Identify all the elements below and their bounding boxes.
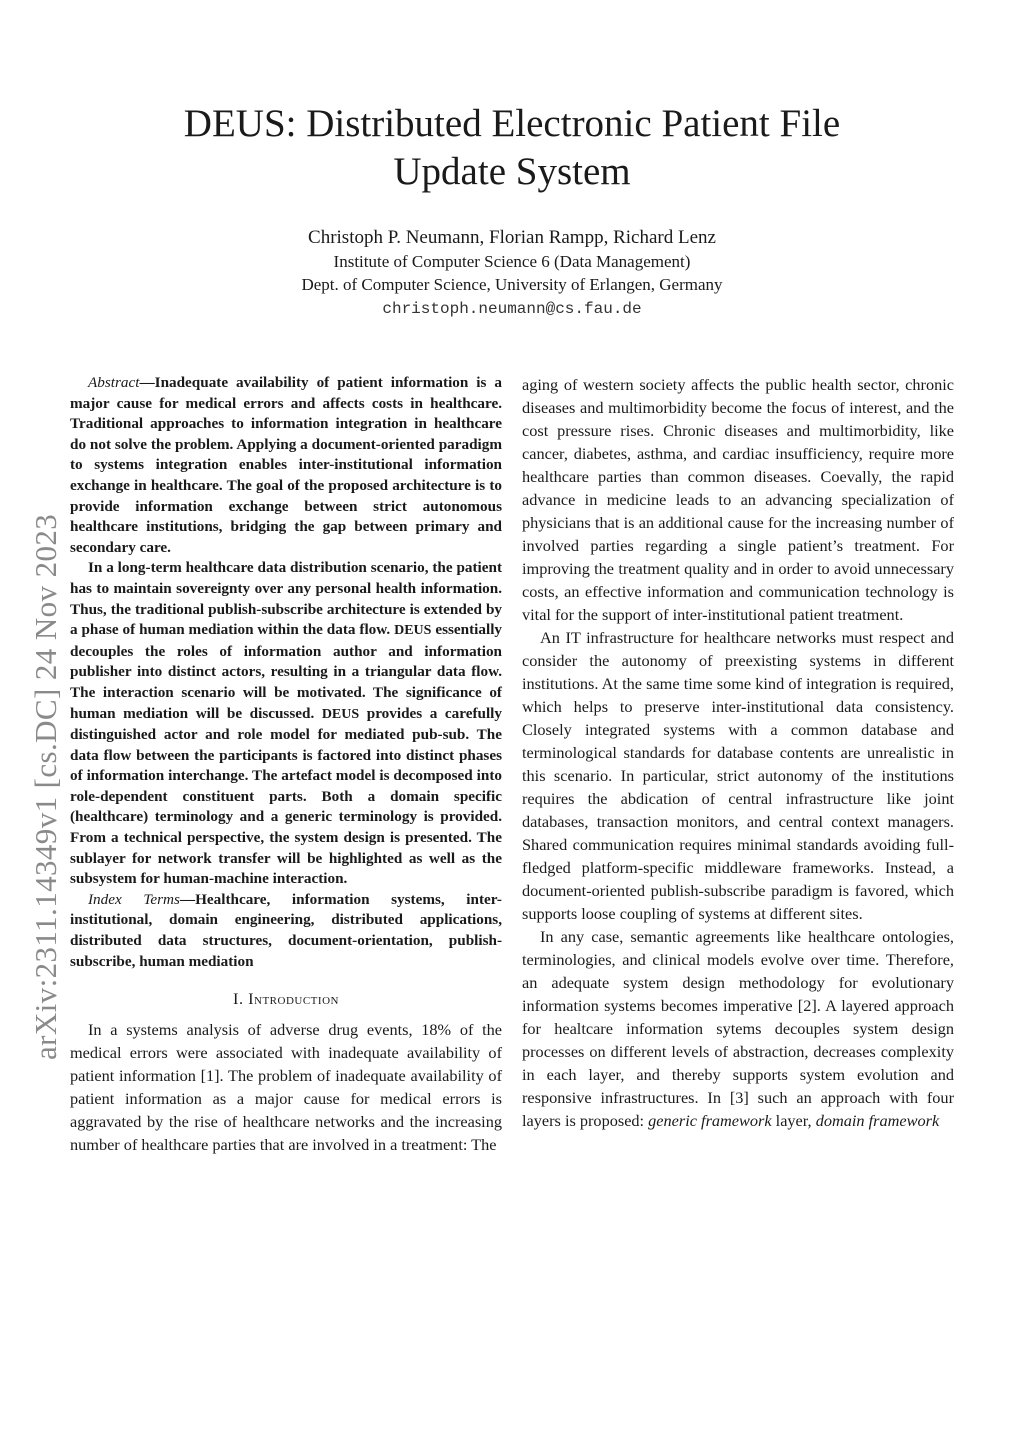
right-paragraph-3-text-a: In any case, semantic agreements like healthcare ontologies, terminologies, and clinical models evolve over time. Therefore, an adequate system design methodology for evolutionary information systems becomes imperative [2]. A layered approach for healtcare information sytems decouples system design processes on different levels of abstraction, decreases complexity in each layer, and thereby supports system evolution and responsive infrastructures. In [3] such an approach with four layers is proposed: xyxy=(522,927,954,1130)
right-column xyxy=(522,373,954,1132)
abstract xyxy=(70,373,502,972)
emphasis-domain-framework: domain framework xyxy=(815,1111,940,1130)
left-column xyxy=(70,373,502,1156)
right-paragraph-2: An IT infrastructure for healthcare networks must respect and consider the autonomy of preexisting systems in different institutions. At the same time some kind of integration is required, which helps to preserve inter-institutional data consistency. Closely integrated systems with a common database and terminological standards for database contents are unrealistic in this scenario. In particular, strict autonomy of the institutions requires the abdication of central infrastructure like joint databases, transaction monitors, and central context managers. Shared communication requires minimal standards avoiding full-fledged platform-specific middleware frameworks. Instead, a document-oriented publish-subscribe paradigm is favored, which supports loose coupling of systems at different sites. xyxy=(522,628,954,923)
right-paragraph-3 xyxy=(522,925,954,1132)
abstract-text-2b: essentially decouples the roles of information author and information publisher into distinct actors, resulting in a triangular data flow. The interaction scenario will be motivated. The significance of human mediation will be discussed. xyxy=(70,621,503,722)
affiliation-department: Dept. of Computer Science, University of Erlangen, Germany xyxy=(301,275,723,294)
abstract-paragraph-1 xyxy=(70,373,502,558)
arxiv-identifier-stamp: arXiv:2311.14349v1 [cs.DC] 24 Nov 2023 xyxy=(28,513,63,1060)
index-terms-text: —Healthcare, information systems, inter-institutional, domain engineering, distributed applications, distributed data structures, document-orientation, publish-subscribe, human mediation xyxy=(70,890,502,970)
deus-acronym-2: DEUS xyxy=(321,706,360,722)
abstract-label: Abstract xyxy=(88,374,140,391)
abstract-paragraph-2 xyxy=(70,558,502,890)
introduction-paragraph-1: In a systems analysis of adverse drug events, 18% of the medical errors were associated with inadequate availability of patient information [1]. The problem of inadequate availability of patient information as a major cause for medical errors is aggravated by the rise of healthcare networks and the increasing number of healthcare parties that are involved in a treatment: The xyxy=(70,1020,502,1155)
title-line-1: DEUS: Distributed Electronic Patient File xyxy=(183,102,841,145)
emphasis-generic-framework: generic framework xyxy=(648,1111,772,1130)
index-terms xyxy=(70,890,502,972)
deus-acronym-1: DEUS xyxy=(394,623,432,639)
right-paragraph-3-text-b: layer, xyxy=(771,1111,816,1130)
right-paragraph-1: aging of western society affects the public health sector, chronic diseases and multimorbidity become the focus of interest, and the cost pressure rises. Chronic diseases and multimorbidity, like cancer, diabetes, asthma, and cardiac insufficiency, require more healthcare parties than common diseases. Coevally, the rapid advance in medicine leads to an advancing specialization of physicians that is an additional cause for the increasing number of involved parties regarding a single patient’s treatment. For improving the treatment quality and in order to avoid unnecessary costs, an effective information and communication technology is vital for the support of inter-institutional patient treatment. xyxy=(522,375,954,624)
affiliation-institute: Institute of Computer Science 6 (Data Management) xyxy=(333,252,691,271)
title-line-2: Update System xyxy=(393,150,631,193)
section-heading-introduction: I. Introduction xyxy=(233,989,339,1009)
abstract-text-2a: In a long-term healthcare data distribution scenario, the patient has to maintain sovereignty over any personal health information. Thus, the traditional publish-subscribe architecture is extended by a phase of human mediation within the data flow. xyxy=(70,559,502,639)
author-email: christoph.neumann@cs.fau.de xyxy=(382,300,642,318)
index-terms-label: Index Terms xyxy=(88,890,180,908)
author-list: Christoph P. Neumann, Florian Rampp, Richard Lenz xyxy=(308,227,716,248)
abstract-text-1: —Inadequate availability of patient information is a major cause for medical errors and affects costs in healthcare. Traditional approaches to information integration in healthcare do not solve the problem. Applying a document-oriented paradigm to systems integration enables inter-institutional information exchange in healthcare. The goal of the proposed architecture is to provide information exchange between strict autonomous healthcare institutions, bridging the gap between primary and secondary care. xyxy=(70,374,502,556)
abstract-text-2c: provides a carefully distinguished actor and role model for mediated pub-sub. The data flow between the participants is factored into distinct phases of information interchange. The artefact model is decomposed into role-dependent constituent parts. Both a domain specific (healthcare) terminology and a generic terminology is provided. From a technical perspective, the system design is presented. The sublayer for network transfer will be highlighted as well as the subsystem for human-machine interaction. xyxy=(70,704,502,888)
paper-title xyxy=(90,100,934,196)
introduction-body xyxy=(70,1018,502,1156)
